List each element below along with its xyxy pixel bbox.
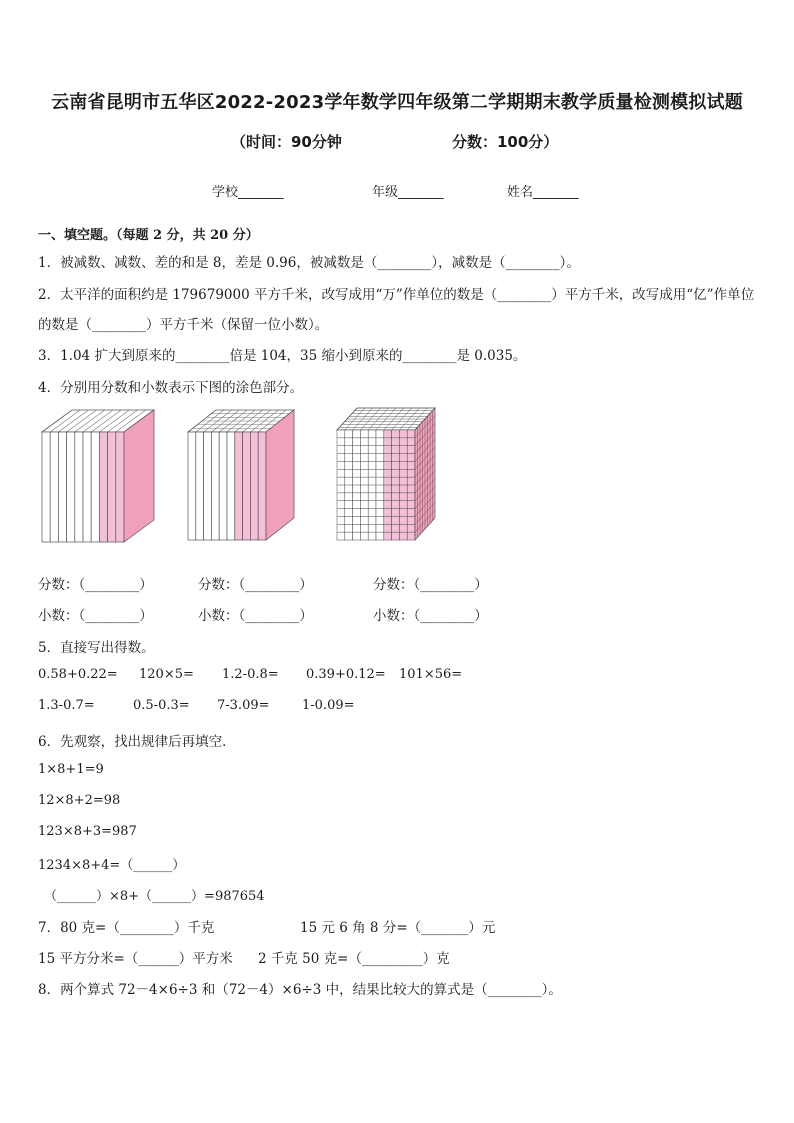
question-8: 8．两个算式 72－4×6÷3 和（72－4）×6÷3 中，结果比较大的算式是（________）。 — [38, 982, 562, 998]
page-title: 云南省昆明市五华区2022-2023学年数学四年级第二学期期末教学质量检测模拟试题 — [51, 92, 743, 113]
pattern-line: 123×8+3=987 — [38, 824, 137, 839]
cube-figure-2 — [184, 408, 298, 544]
slab — [219, 432, 227, 540]
pattern-line: 1×8+1=9 — [38, 762, 104, 777]
question-6: 6．先观察，找出规律后再填空． — [38, 734, 236, 750]
cube-figure-1 — [38, 408, 158, 544]
slab — [91, 432, 99, 542]
slab — [58, 432, 66, 542]
q4-fraction-3: 分数：（________） — [373, 577, 488, 593]
slab — [99, 432, 107, 542]
question-5: 5．直接写出得数。 — [38, 640, 155, 656]
question-7d: 2 千克 50 克=（_________）克 — [258, 951, 450, 967]
calc-item: 0.5-0.3= — [133, 698, 190, 713]
slab — [67, 432, 75, 542]
slab — [50, 432, 58, 542]
question-7c: 15 平方分米=（______）平方米 — [38, 951, 233, 967]
slab — [227, 432, 235, 540]
slab — [42, 432, 50, 542]
exam-time: （时间：90分钟 — [231, 133, 342, 151]
calc-item: 1.2-0.8= — [222, 667, 279, 682]
question-7a: 7．80 克=（________）千克 — [38, 920, 215, 936]
calc-item: 0.39+0.12= — [306, 667, 386, 682]
calc-item: 0.58+0.22= — [38, 667, 118, 682]
question-7b: 15 元 6 角 8 分=（_______）元 — [300, 920, 496, 936]
question-4: 4．分别用分数和小数表示下图的涂色部分。 — [38, 380, 304, 396]
pattern-line: 1234×8+4=（______） — [38, 858, 186, 873]
exam-score: 分数：100分） — [452, 133, 559, 151]
cube-figure-3 — [333, 406, 439, 546]
q4-decimal-1: 小数：（________） — [38, 608, 153, 624]
slab — [235, 432, 243, 540]
slab — [204, 432, 212, 540]
slab — [188, 432, 196, 540]
calc-item: 1-0.09= — [302, 698, 355, 713]
calc-item: 7-3.09= — [217, 698, 270, 713]
slab — [75, 432, 83, 542]
slab — [83, 432, 91, 542]
q4-fraction-1: 分数：（________） — [38, 577, 153, 593]
slab — [196, 432, 204, 540]
q4-decimal-3: 小数：（________） — [373, 608, 488, 624]
calc-item: 101×56= — [399, 667, 463, 682]
pattern-line: 12×8+2=98 — [38, 793, 121, 808]
question-3: 3．1.04 扩大到原来的________倍是 104，35 缩小到原来的________是 0.035。 — [38, 348, 527, 364]
slab — [243, 432, 251, 540]
q4-decimal-2: 小数：（________） — [198, 608, 313, 624]
question-2-line-2: 的数是（________）平方千米（保留一位小数）。 — [38, 317, 329, 333]
section-heading: 一、填空题。（每题 2 分，共 20 分） — [38, 228, 259, 243]
cube-side-face — [266, 410, 294, 540]
name-field[interactable]: 姓名_______ — [507, 185, 579, 200]
calc-item: 120×5= — [139, 667, 194, 682]
grade-field[interactable]: 年级_______ — [372, 185, 444, 200]
question-2-line-1: 2．太平洋的面积约是 179679000 平方千米，改写成用“万”作单位的数是（________）平方千米，改写成用“亿”作单位 — [38, 287, 755, 303]
calc-item: 1.3-0.7= — [38, 698, 95, 713]
slab — [108, 432, 116, 542]
pattern-line: （______）×8+（______）=987654 — [44, 889, 265, 904]
school-field[interactable]: 学校_______ — [212, 185, 284, 200]
q4-fraction-2: 分数：（________） — [198, 577, 313, 593]
question-1: 1．被减数、减数、差的和是 8，差是 0.96，被减数是（________），减数是（________）。 — [38, 255, 580, 271]
cube-side-face — [124, 410, 154, 542]
slab — [211, 432, 219, 540]
slab — [258, 432, 266, 540]
slab — [116, 432, 124, 542]
slab — [250, 432, 258, 540]
